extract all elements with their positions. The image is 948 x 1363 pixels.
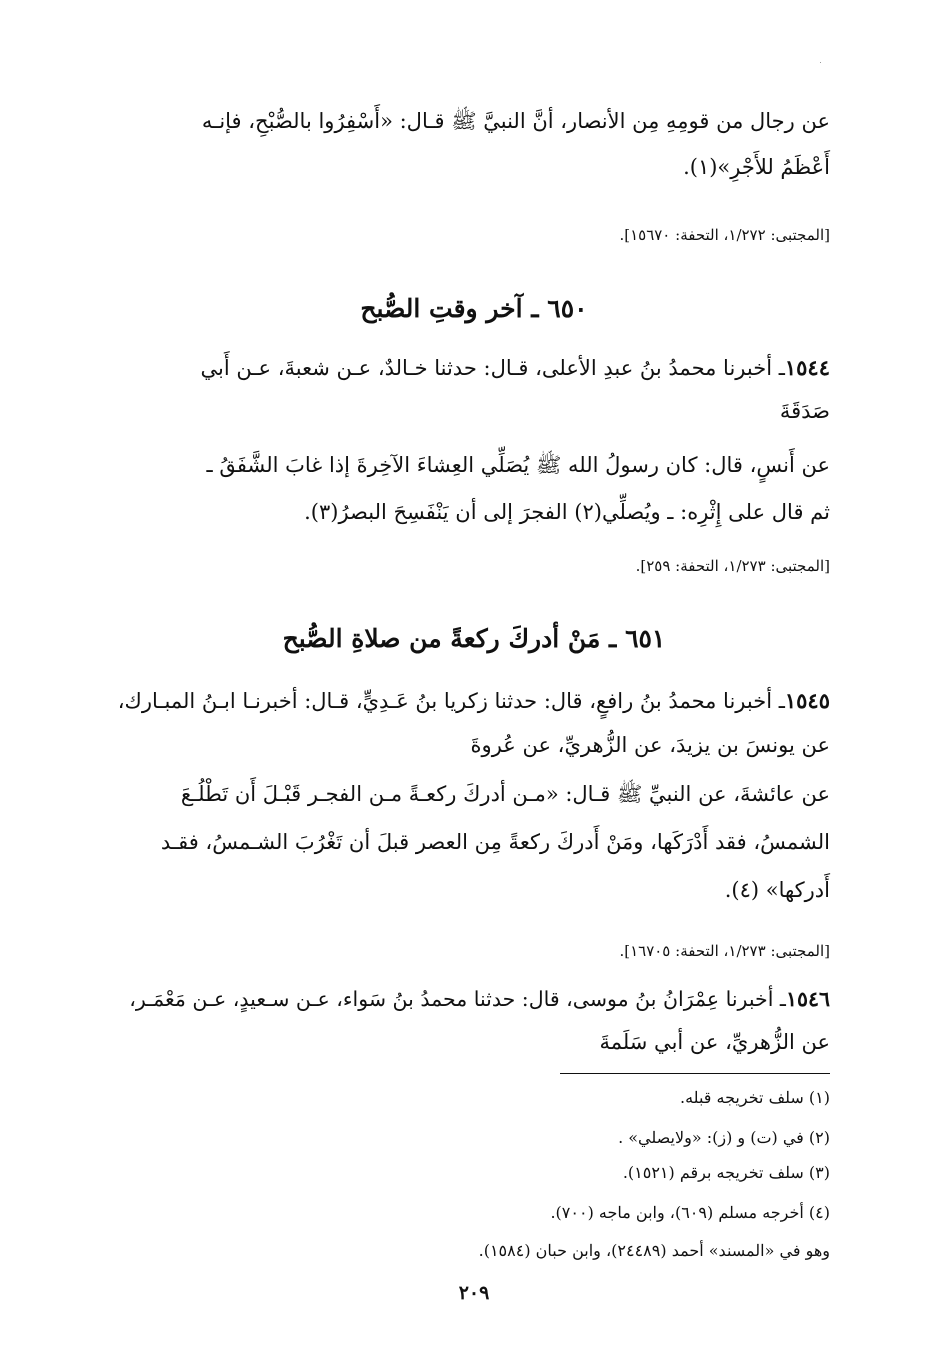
hadith-1546-isnad-line-2: عن الزُّهريِّ، عن أبي سَلَمةَ [599, 1030, 830, 1054]
hadith-1546-isnad-line-1 [118, 984, 830, 1014]
hadith-1545-isnad-line-2: عن يونسَ بن يزيدَ، عن الزُّهريِّ، عن عُروةَ [470, 733, 830, 757]
hadith-1545-number: ١٥٤٥ [784, 688, 830, 713]
footnote-4-continued: وهو في «المسند» أحمد (٢٤٤٨٩)، وابن حبان (١٥٨٤). [478, 1241, 830, 1260]
hadith-1546-number: ١٥٤٦ [785, 987, 830, 1011]
section-650-heading: ٦٥٠ ـ آخر وقتِ الصُّبح [360, 294, 588, 323]
hadith-1543-line-1: عن رجال من قومِهِ مِن الأنصار، أنَّ النبيَّ ﷺ قـال: «أَسْفِرُوا بالصُّبْحِ، فإنـه [201, 109, 830, 133]
hadith-1545-reference: [المجتبى: ١/٢٧٣، التحفة: ١٦٧٠٥]. [619, 942, 830, 960]
footnote-2: (٢) في (ت) و (ز): «ولايصلي» . [618, 1128, 830, 1147]
scan-speck [820, 62, 821, 63]
footnote-3: (٣) سلف تخريجه برقم (١٥٢١). [622, 1163, 830, 1182]
hadith-1544-matn-line-1: عن أَنسٍ، قال: كان رسولُ الله ﷺ يُصَلِّي العِشاءَ الآخِرةَ إذا غابَ الشَّفَقُ ـ [206, 453, 830, 477]
hadith-1544-isnad-text: ـ أخبرنا محمدُ بنُ عبدِ الأعلى، قـال: حدثنا خـالدٌ، عـن شعبةَ، عـن أَبي [200, 356, 785, 380]
footnote-4: (٤) أخرجه مسلم (٦٠٩)، وابن ماجه (٧٠٠). [550, 1203, 830, 1222]
hadith-1544-isnad-line-2: صَدَقَةَ [779, 399, 830, 423]
page-number: ٢٠٩ [458, 1282, 490, 1304]
section-651-heading: ٦٥١ ـ مَنْ أدركَ ركعةً من صلاةِ الصُّبح [282, 624, 666, 653]
hadith-1543-line-2: أَعْظَمُ للأَجْرِ»(١). [683, 155, 830, 179]
hadith-1544-reference: [المجتبى: ١/٢٧٣، التحفة: ٢٥٩]. [635, 557, 830, 575]
hadith-1545-isnad-line-1 [118, 686, 830, 716]
hadith-1543-reference: [المجتبى: ١/٢٧٢، التحفة: ١٥٦٧٠]. [619, 226, 830, 244]
footnote-divider [560, 1073, 830, 1074]
hadith-1545-isnad-text: ـ أخبرنا محمدُ بنُ رافعٍ، قال: حدثنا زكريا بنُ عَـدِيٍّ، قـال: أخبرنـا ابـنُ المبـارك، [117, 689, 785, 713]
footnote-1: (١) سلف تخريجه قبله. [679, 1088, 830, 1107]
hadith-1546-isnad-text: ـ أخبرنا عِمْرَانُ بنُ موسى، قال: حدثنا محمدُ بنُ سَواء، عـن سـعيدٍ، عـن مَعْمَـر، [129, 987, 786, 1011]
hadith-1544-number: ١٥٤٤ [784, 355, 830, 380]
hadith-1544-matn-line-2: ثم قال على إِثْرِه: ـ ويُصلِّي(٢) الفجرَ إلى أن يَنْفَسِحَ البصرُ(٣). [304, 500, 830, 524]
hadith-1544-isnad-line-1 [118, 353, 830, 383]
hadith-1545-matn-line-2: الشمسُ، فقد أَدْرَكَها، ومَنْ أَدركَ ركعةً مِن العصر قبلَ أن تَغْرُبَ الشـمسُ، فقـد [160, 830, 830, 854]
hadith-1545-matn-line-1: عن عائشةَ، عن النبيِّ ﷺ قـال: «مـن أدركَ ركعـةً مـن الفجـر قَبْـلَ أَن تَطْلُـعَ [180, 782, 830, 806]
hadith-1545-matn-line-3: أَدركها» (٤). [724, 878, 830, 902]
